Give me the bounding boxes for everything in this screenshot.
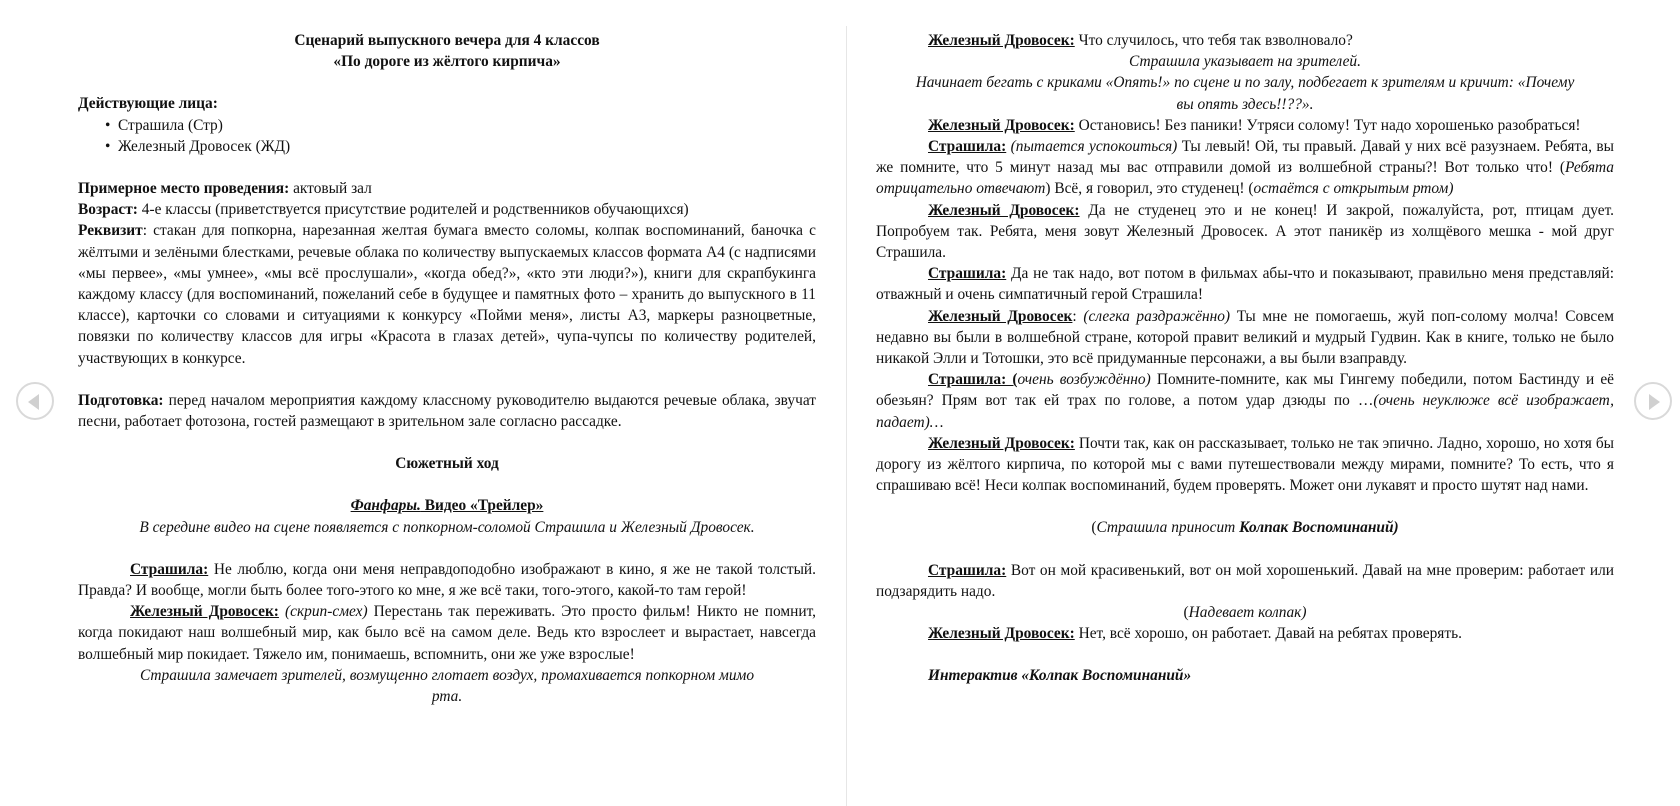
props-paragraph — [78, 220, 816, 368]
stage-remark: (слегка раздражённо) — [1083, 307, 1231, 325]
speaker-name: Железный Дровосек: — [928, 116, 1075, 134]
chevron-left-icon — [28, 394, 39, 410]
stage-remark: Ребята отрицательно отвечают — [876, 159, 1614, 198]
age-value: 4-е классы (приветствуется присутствие родителей и родственников обучающихся) — [137, 201, 689, 219]
speech-text: Ты мне не помогаешь, жуй поп-солому молча! Совсем недавно вы были в волшебной стране, которой правит великий и мудрый Гудвин. Как в книге, только не было никакой Элли и Тотошки, это всё придуманные персонажи, а вы были взаправду. — [876, 307, 1615, 368]
page-divider — [846, 26, 847, 806]
cast-heading: Действующие лица: — [78, 95, 218, 113]
stage-remark: очень возбуждённо) — [1017, 371, 1151, 389]
video-label: Видео «Трейлер» — [420, 497, 544, 515]
speech-colon: : — [1072, 307, 1084, 325]
prev-page-button[interactable] — [16, 382, 54, 420]
chevron-right-icon — [1649, 394, 1660, 410]
speaker-name: Железный Дровосек: — [928, 434, 1075, 452]
dialogue-line — [876, 200, 1614, 264]
place-line — [78, 178, 816, 199]
stage-remark: (очень неуклюже всё изображает, падает)… — [876, 392, 1614, 431]
stage-note: Страшила приносит — [1096, 519, 1240, 537]
stage-direction: Страшила замечает зрителей, возмущенно глотает воздух, промахивается попкорном мимо рта. — [139, 666, 755, 706]
age-label: Возраст: — [78, 201, 138, 219]
speech-text: Что случилось, что тебя так взволновало? — [1074, 32, 1353, 49]
plot-heading: Сюжетный ход — [395, 455, 499, 473]
dialogue-line — [876, 623, 1614, 644]
dialogue-line — [78, 601, 816, 665]
speech-text: Остановись! Без паники! Утряси солому! Тут надо хорошенько разобраться! — [1074, 116, 1581, 134]
stage-remark: (скрип-смех) — [278, 603, 368, 621]
speech-text: ) Всё, я говорил, это студенец! ( — [1045, 180, 1254, 198]
speech-text: Вот он мой красивенький, вот он мой хорошенький. Давай на мне проверим: работает или подзарядить надо. — [876, 561, 1614, 600]
place-value: актовый зал — [289, 180, 372, 198]
stage-remark: остаётся с открытым ртом) — [1253, 180, 1454, 198]
stage-remark: (пытается успокоиться) — [1006, 138, 1178, 156]
stage-direction: В середине видео на сцене появляется с попкорном-соломой Страшила и Железный Дровосек. — [139, 518, 755, 536]
left-page — [78, 30, 816, 806]
place-label: Примерное место проведения: — [78, 180, 290, 198]
dialogue-line — [876, 263, 1614, 305]
dialogue-line — [876, 560, 1614, 602]
speech-text: Ты левый! Ой, ты правый. Давай у них всё разузнаем. Ребята, вы же помните, что 5 минут назад мы вас отправили домой из волшебной страны?! Вот только что! ( — [876, 138, 1615, 177]
doc-title: Сценарий выпускного вечера для 4 классов — [294, 32, 600, 49]
speaker-name: Железный Дровосек: — [130, 603, 279, 621]
props-label: Реквизит — [78, 222, 143, 240]
video-heading — [78, 495, 816, 516]
next-page-button[interactable] — [1634, 382, 1672, 420]
speech-text: Почти так, как он рассказывает, только не так эпично. Ладно, хорошо, но хотя бы дорогу из жёлтого кирпича, по которой мы с вами путешествовали между мирами, помните? То есть, что я спрашиваю всё! Неси колпак воспоминаний, будем проверять. Может они лукавят и просто шутят над нами. — [876, 434, 1614, 495]
interactive-heading: Интерактив «Колпак Воспоминаний» — [928, 667, 1192, 685]
stage-direction — [876, 517, 1614, 538]
paren-open: ( — [1183, 604, 1189, 622]
dialogue-line — [876, 30, 1614, 51]
fanfare-label: Фанфары. — [350, 497, 421, 515]
speaker-name: Страшила: — [928, 265, 1007, 283]
paren-open: ( — [1091, 519, 1097, 537]
cast-list — [78, 115, 816, 157]
dialogue-line — [876, 115, 1614, 136]
speaker-name: Страшила: ( — [928, 371, 1018, 389]
speech-text: Перестань так переживать. Это просто фильм! Никто не помнит, когда покидают наш волшебный мир, как было всё на самом деле. Ведь кто взрослеет и вырастает, навсегда волшебный мир покидает. Тяжело им, понимаешь, вспомнить, они же уже взрослые! — [78, 603, 816, 663]
speaker-name: Железный Дровосек: — [928, 201, 1080, 219]
speech-text: Да не так надо, вот потом в фильмах абы-что и показывают, правильно меня представляй: отважный и очень симпатичный герой Страшила! — [876, 265, 1614, 304]
age-line — [78, 199, 816, 220]
speaker-name: Страшила: — [928, 561, 1007, 579]
stage-note-bold: Колпак Воспоминаний) — [1239, 519, 1399, 537]
stage-note: Надевает колпак) — [1188, 604, 1307, 622]
dialogue-line — [876, 369, 1614, 433]
list-item: • Страшила (Стр) — [118, 115, 816, 136]
speaker-name: Страшила: — [928, 138, 1007, 156]
speaker-name: Железный Дровосек: — [928, 625, 1075, 643]
stage-direction — [876, 602, 1614, 623]
speaker-name: Железный Дровосек: — [928, 32, 1075, 49]
dialogue-line — [876, 136, 1614, 200]
stage-direction: Страшила указывает на зрителей. — [1129, 53, 1361, 71]
speech-text: Да не студенец это и не конец! И закрой, пожалуйста, рот, птицам дует. Попробуем так. Ребята, меня зовут Железный Дровосек. А этот паникёр из холщёвого мешка - мой друг Страшила. — [876, 201, 1614, 262]
prep-value: перед началом мероприятия каждому классному руководителю выдаются речевые облака, звучат песни, работает фотозона, гостей размещают в зрительном зале согласно рассадке. — [78, 391, 816, 431]
list-item: • Железный Дровосек (ЖД) — [118, 136, 816, 157]
speaker-name: Железный Дровосек — [928, 307, 1073, 325]
dialogue-line — [78, 559, 816, 601]
dialogue-line — [876, 306, 1614, 370]
props-value: : стакан для попкорна, нарезанная желтая бумага вместо соломы, колпак воспоминаний, баночка с жёлтыми и зелёными блестками, речевые облака по количеству выпускаемых классов формата А4 (с надписями «мы первее», «мы умнее», «мы всё прослушали», «когда обед?», «кто эти люди?»), книги для скрапбукинга каждому классу (для воспоминаний, пожеланий себе в будущее и памятных фото – хранить до выпускного в 11 классе), карточки со словами и ситуациями к конкурсу «Пойми меня», листы А3, маркеры разноцветные, повязки по количеству классов для игры «Красота в глазах детей», чупа-чупсы по количеству родителей, участвующих в конкурсе. — [78, 222, 816, 367]
speech-text: Не люблю, когда они меня неправдоподобно изображают в кино, я же не такой толстый. Правда? И вообще, могли быть более того-этого ко мне, я же всё таки, того-этого, какой-то там герой! — [78, 560, 816, 600]
prep-label: Подготовка: — [78, 391, 164, 409]
prep-paragraph — [78, 390, 816, 432]
stage-direction: Начинает бегать с криками «Опять!» по сцене и по залу, подбегает к зрителям и кричит: «Почему вы опять здесь!!??». — [915, 74, 1575, 113]
speaker-name: Страшила: — [130, 560, 209, 578]
speech-text: Помните-помните, как мы Гингему победили, потом Бастинду и её обезьян? Прям вот так ей трах по голове, а потом удар дзюды по … — [876, 371, 1614, 410]
doc-subtitle: «По дороге из жёлтого кирпича» — [333, 53, 561, 71]
speech-text: Нет, всё хорошо, он работает. Давай на ребятах проверять. — [1074, 625, 1462, 643]
right-page — [876, 30, 1614, 806]
dialogue-line — [876, 433, 1614, 497]
